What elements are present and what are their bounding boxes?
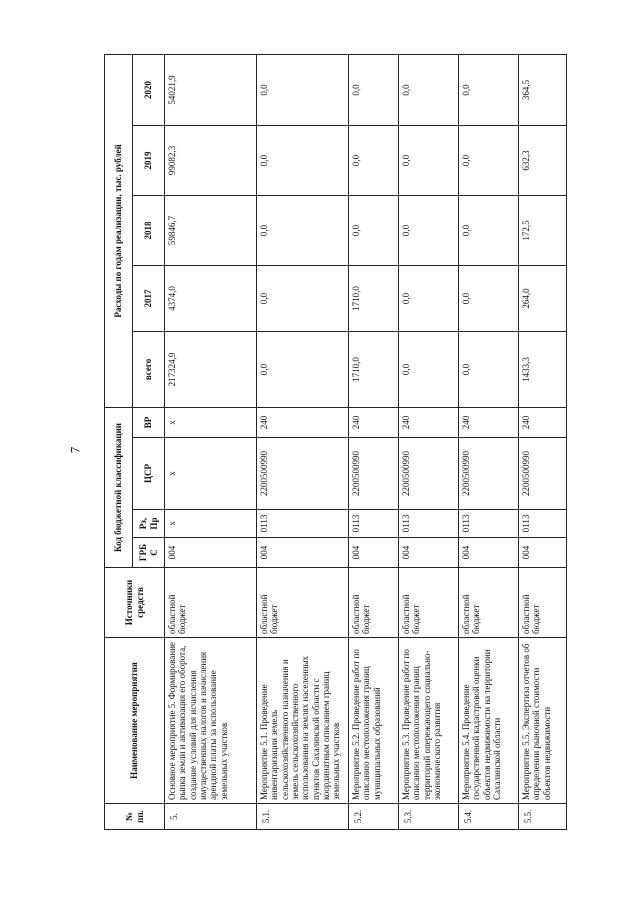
row-2017: 264,0 <box>519 265 567 331</box>
row-grbs: 004 <box>257 538 349 568</box>
header-name: Наименование мероприятия <box>105 638 165 804</box>
row-source: областной бюджет <box>257 568 349 638</box>
row-vr: 240 <box>349 407 399 437</box>
row-2018: 0,0 <box>459 195 519 265</box>
table-row <box>519 54 567 829</box>
row-name: Основное мероприятие 5. Формирование рынка земли и активизация его оборота, создание условий для исчисления имущественных налогов и начисления арендной платы за использование земельных участков <box>165 638 257 804</box>
row-name: Мероприятие 5.4. Проведение государственной кадастровой оценки объектов недвижимости на территории Сахалинской области <box>459 638 519 804</box>
row-num: 5.5. <box>519 804 567 830</box>
row-2018: 0,0 <box>257 195 349 265</box>
header-2018: 2018 <box>133 195 165 265</box>
header-2017: 2017 <box>133 265 165 331</box>
table-row <box>257 54 349 829</box>
budget-table <box>104 54 567 830</box>
row-2019: 0,0 <box>459 125 519 195</box>
row-2017: 0,0 <box>459 265 519 331</box>
row-2018: 59846,7 <box>165 195 257 265</box>
row-grbs: 004 <box>459 538 519 568</box>
row-name: Мероприятие 5.1. Проведение инвентаризации земель сельскохозяйственного назначения и земель сельскохозяйственного использования на землях населенных пунктов Сахалинской области с координатным описанием границ земельных участков <box>257 638 349 804</box>
row-source: областной бюджет <box>459 568 519 638</box>
row-source: областной бюджет <box>165 568 257 638</box>
row-2017: 0,0 <box>257 265 349 331</box>
row-2020: 364,5 <box>519 54 567 125</box>
row-2017: 4374,0 <box>165 265 257 331</box>
row-2020: 0,0 <box>257 54 349 125</box>
row-2018: 0,0 <box>399 195 459 265</box>
row-source: областной бюджет <box>519 568 567 638</box>
header-rzpr: Рз, Пр <box>133 510 165 538</box>
row-num: 5.1. <box>257 804 349 830</box>
row-vr: х <box>165 407 257 437</box>
row-2020: 0,0 <box>399 54 459 125</box>
row-2019: 99082,3 <box>165 125 257 195</box>
row-csr: 2200500990 <box>349 438 399 510</box>
row-2019: 0,0 <box>349 125 399 195</box>
row-vr: 240 <box>399 407 459 437</box>
row-vr: 240 <box>459 407 519 437</box>
row-num: 5.2. <box>349 804 399 830</box>
header-csr: ЦСР <box>133 438 165 510</box>
row-name: Мероприятие 5.5. Экспертиза отчетов об определении рыночной стоимости объектов недвижимости <box>519 638 567 804</box>
row-2019: 0,0 <box>257 125 349 195</box>
header-source: Источники средств <box>105 568 165 638</box>
row-2020: 0,0 <box>349 54 399 125</box>
row-csr: 2200500990 <box>399 438 459 510</box>
row-rzpr: 0113 <box>349 510 399 538</box>
row-2019: 0,0 <box>399 125 459 195</box>
row-csr: 2200500990 <box>519 438 567 510</box>
row-name: Мероприятие 5.3. Проведение работ по описанию местоположения границ территорий опережающего социально-экономического развития <box>399 638 459 804</box>
row-num: 5. <box>165 804 257 830</box>
row-2017: 1710,0 <box>349 265 399 331</box>
header-num: № пп. <box>105 804 165 830</box>
row-source: областной бюджет <box>349 568 399 638</box>
row-total: 1710,0 <box>349 331 399 407</box>
header-budget-code: Код бюджетной классификации <box>105 407 133 567</box>
row-grbs: 004 <box>165 538 257 568</box>
row-vr: 240 <box>519 407 567 437</box>
row-2018: 172,5 <box>519 195 567 265</box>
header-2019: 2019 <box>133 125 165 195</box>
row-2020: 54021,9 <box>165 54 257 125</box>
table-row <box>349 54 399 829</box>
row-rzpr: 0113 <box>519 510 567 538</box>
header-vr: ВР <box>133 407 165 437</box>
row-2020: 0,0 <box>459 54 519 125</box>
row-total: 0,0 <box>399 331 459 407</box>
table-row <box>165 54 257 829</box>
row-rzpr: 0113 <box>257 510 349 538</box>
row-csr: 2200500990 <box>257 438 349 510</box>
row-2018: 0,0 <box>349 195 399 265</box>
row-grbs: 004 <box>349 538 399 568</box>
row-rzpr: 0113 <box>459 510 519 538</box>
row-rzpr: х <box>165 510 257 538</box>
row-vr: 240 <box>257 407 349 437</box>
table-row <box>399 54 459 829</box>
header-grbs: ГРБ С <box>133 538 165 568</box>
row-csr: х <box>165 438 257 510</box>
row-grbs: 004 <box>399 538 459 568</box>
row-num: 5.4. <box>459 804 519 830</box>
row-csr: 2200500990 <box>459 438 519 510</box>
row-grbs: 004 <box>519 538 567 568</box>
header-expenses: Расходы по годам реализации, тыс. рублей <box>105 54 133 407</box>
row-name: Мероприятие 5.2. Проведение работ по описанию местоположения границ муниципальных образований <box>349 638 399 804</box>
row-total: 0,0 <box>257 331 349 407</box>
row-rzpr: 0113 <box>399 510 459 538</box>
row-num: 5.3. <box>399 804 459 830</box>
row-2019: 632,3 <box>519 125 567 195</box>
row-total: 1433,3 <box>519 331 567 407</box>
row-total: 0,0 <box>459 331 519 407</box>
page-number: 7 <box>67 446 83 454</box>
table-row <box>459 54 519 829</box>
rotated-table-wrapper <box>104 55 552 830</box>
row-2017: 0,0 <box>399 265 459 331</box>
header-2020: 2020 <box>133 54 165 125</box>
row-total: 217324,9 <box>165 331 257 407</box>
header-total: всего <box>133 331 165 407</box>
row-source: областной бюджет <box>399 568 459 638</box>
